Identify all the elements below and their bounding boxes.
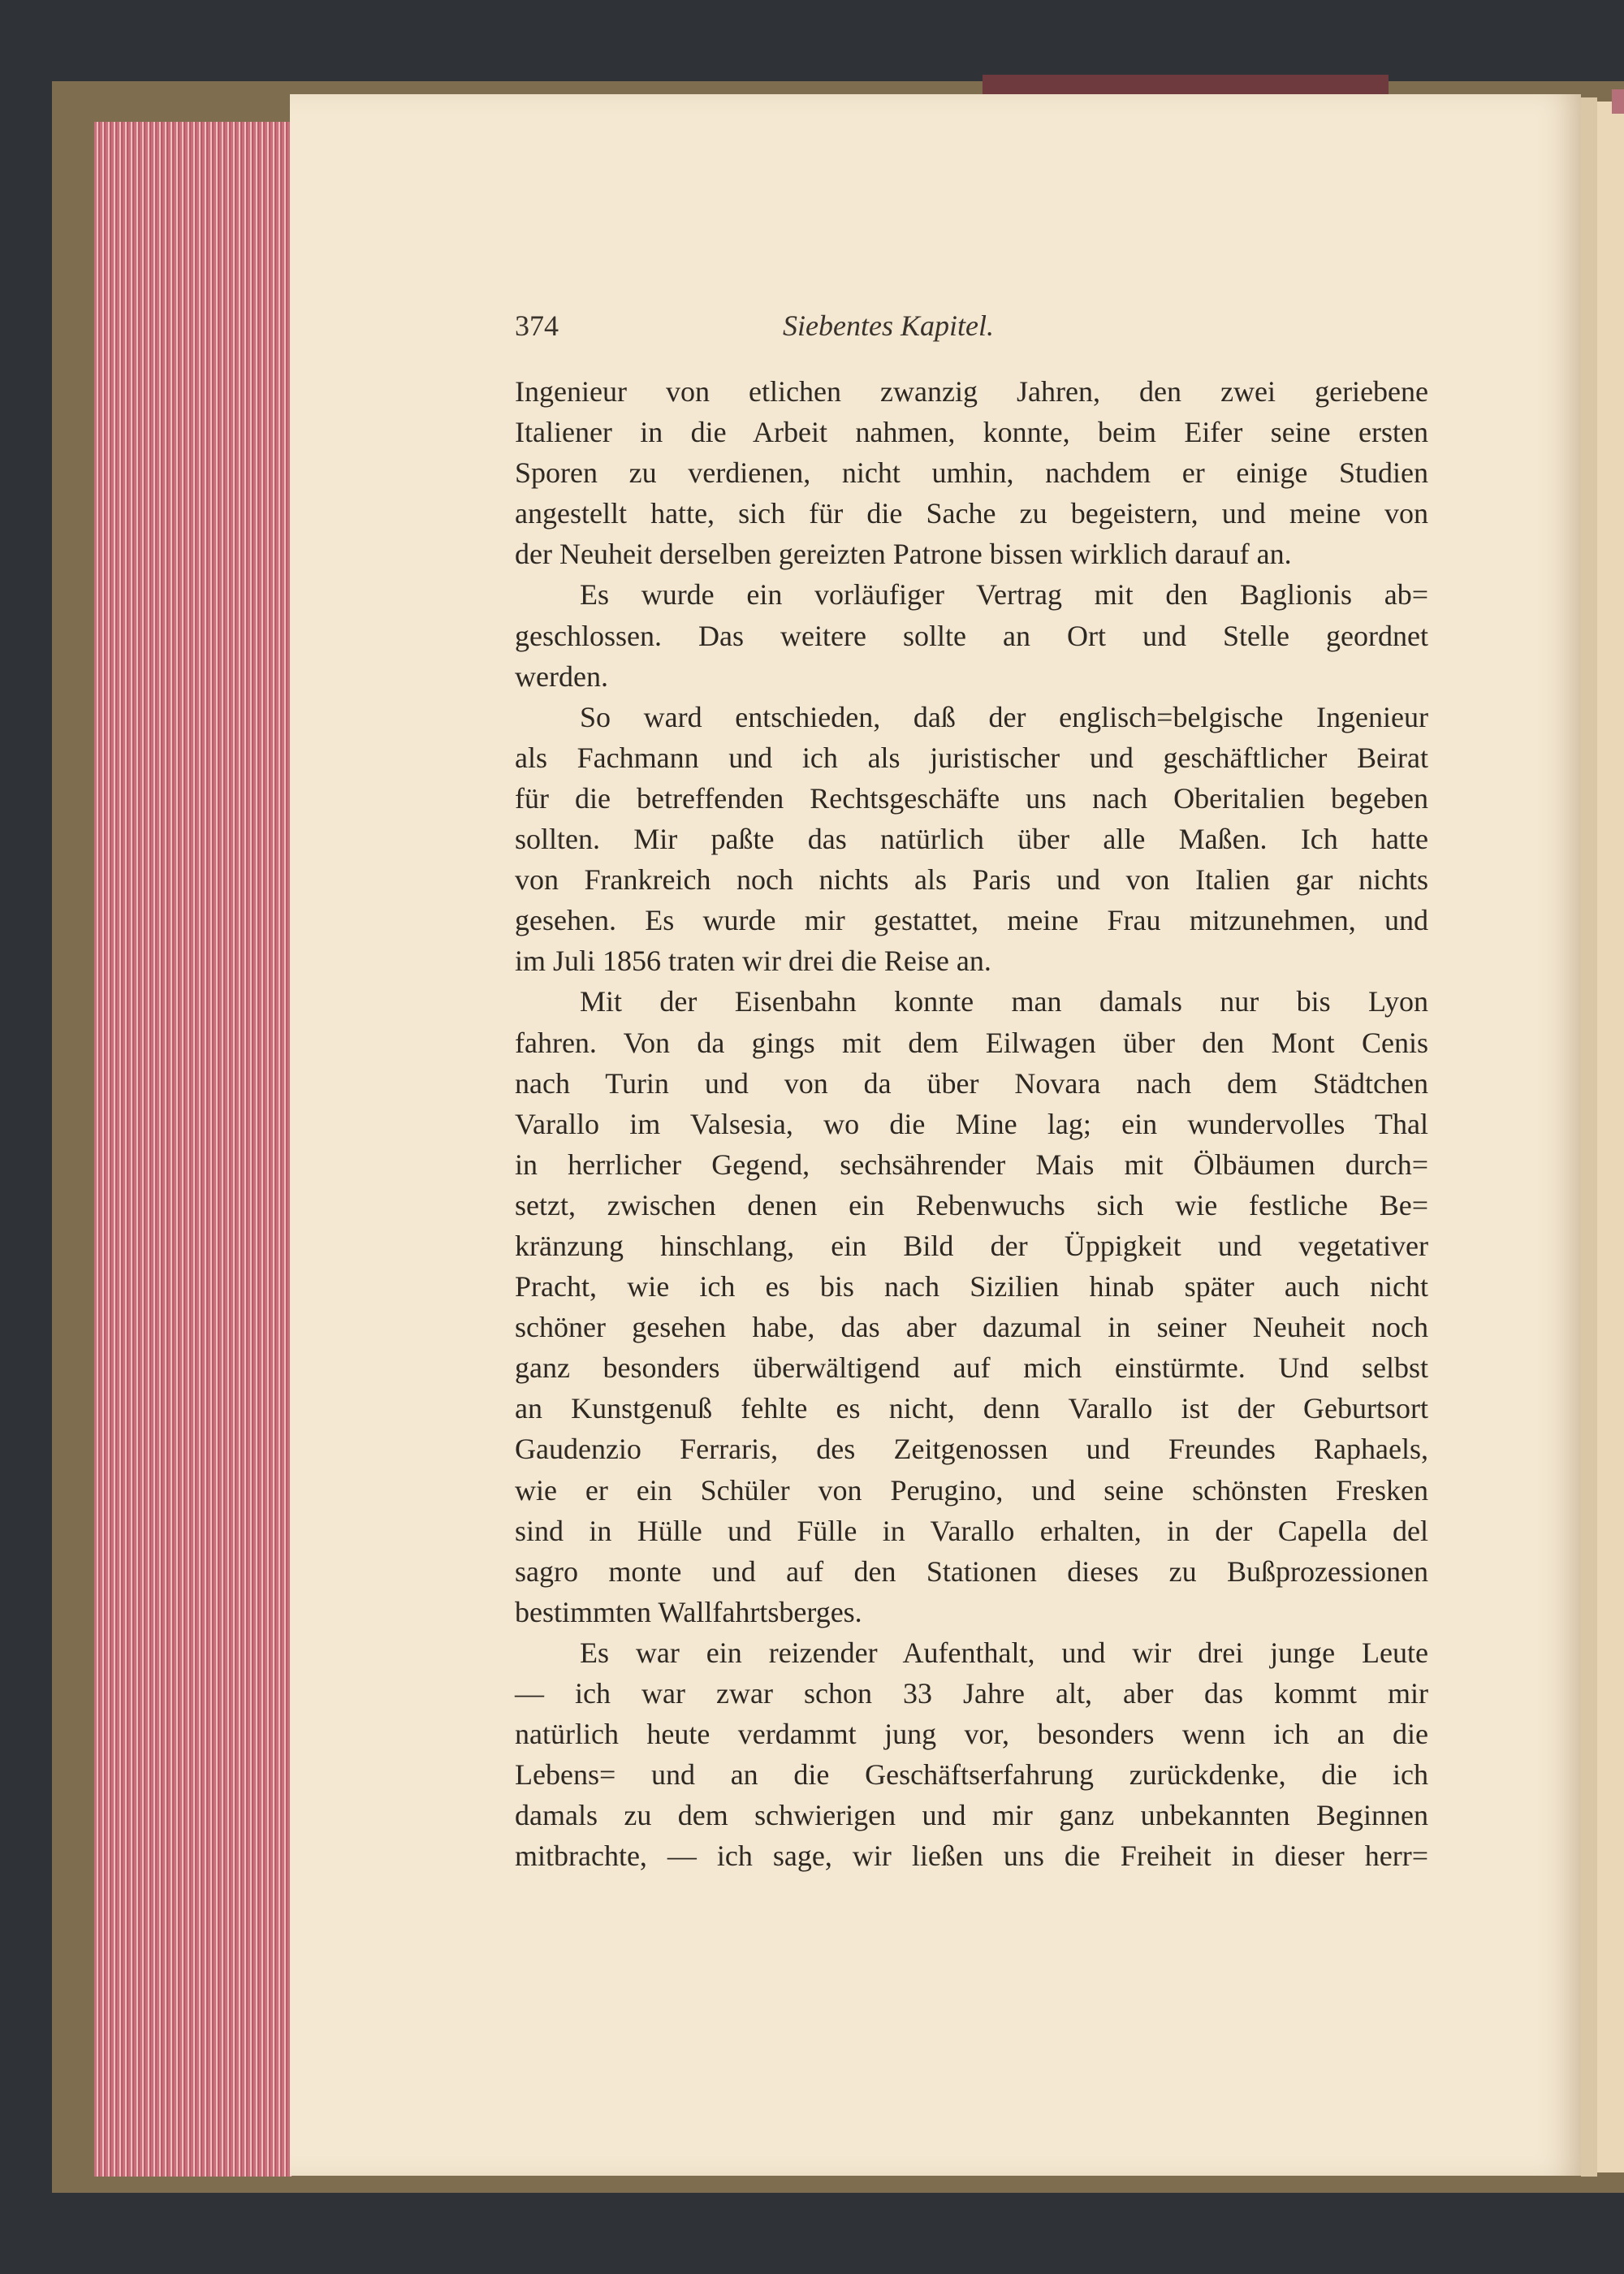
text-line: von Frankreich noch nichts als Paris und von Italien gar nichts — [515, 863, 1428, 897]
facing-cover-corner — [1612, 89, 1624, 114]
text-line: wie er ein Schüler von Perugino, und seine schönsten Fresken — [515, 1473, 1428, 1507]
text-line: kränzung hinschlang, ein Bild der Üppigkeit und vegetativer — [515, 1229, 1428, 1262]
paragraph — [515, 1632, 1428, 1877]
book-gutter — [1581, 97, 1597, 2177]
text-line: Italiener in die Arbeit nahmen, konnte, beim Eifer seine ersten — [515, 416, 1428, 449]
text-line: fahren. Von da gings mit dem Eilwagen über den Mont Cenis — [515, 1026, 1428, 1059]
text-line: ganz besonders überwältigend auf mich einstürmte. Und selbst — [515, 1351, 1428, 1385]
text-line: damals zu dem schwierigen und mir ganz unbekannten Beginnen — [515, 1799, 1428, 1832]
text-line: geschlossen. Das weitere sollte an Ort und Stelle geordnet — [515, 619, 1428, 652]
text-line: nach Turin und von da über Novara nach dem Städtchen — [515, 1066, 1428, 1100]
text-line: Lebens= und an die Geschäftserfahrung zurückdenke, die ich — [515, 1758, 1428, 1792]
text-line: im Juli 1856 traten wir drei die Reise an. — [515, 945, 991, 978]
text-line: werden. — [515, 659, 608, 693]
text-line: mitbrachte, — ich sage, wir ließen uns die Freiheit in dieser herr= — [515, 1840, 1428, 1873]
paragraph — [515, 371, 1428, 574]
paragraph — [515, 574, 1428, 696]
text-line: Sporen zu verdienen, nicht umhin, nachdem er einige Studien — [515, 456, 1428, 490]
text-line: Es wurde ein vorläufiger Vertrag mit den Baglionis ab= — [580, 578, 1428, 612]
text-line: als Fachmann und ich als juristischer und geschäftlicher Beirat — [515, 741, 1428, 774]
text-line: Ingenieur von etlichen zwanzig Jahren, den zwei geriebene — [515, 375, 1428, 408]
text-line: sollten. Mir paßte das natürlich über alle Maßen. Ich hatte — [515, 823, 1428, 856]
text-line: — ich war zwar schon 33 Jahre alt, aber das kommt mir — [515, 1677, 1428, 1710]
text-line: Es war ein reizender Aufenthalt, und wir drei junge Leute — [580, 1636, 1428, 1669]
text-line: schöner gesehen habe, das aber dazumal in seiner Neuheit noch — [515, 1311, 1428, 1344]
text-line: setzt, zwischen denen ein Rebenwuchs sich wie festliche Be= — [515, 1188, 1428, 1221]
text-line: natürlich heute verdammt jung vor, besonders wenn ich an die — [515, 1718, 1428, 1751]
running-header — [515, 309, 1428, 346]
page-number: 374 — [515, 309, 559, 342]
paragraph — [515, 981, 1428, 1632]
text-line: Gaudenzio Ferraris, des Zeitgenossen und Freundes Raphaels, — [515, 1433, 1428, 1466]
facing-page-edge — [1597, 102, 1624, 2172]
running-title: Siebentes Kapitel. — [783, 309, 994, 342]
text-line: So ward entschieden, daß der englisch=belgische Ingenieur — [580, 700, 1428, 733]
text-line: an Kunstgenuß fehlte es nicht, denn Varallo ist der Geburtsort — [515, 1392, 1428, 1425]
paragraph — [515, 697, 1428, 982]
body-text — [515, 371, 1428, 1876]
text-line: in herrlicher Gegend, sechsährender Mais mit Ölbäumen durch= — [515, 1148, 1428, 1181]
page-edges — [94, 122, 292, 2177]
text-line: angestellt hatte, sich für die Sache zu begeistern, und meine von — [515, 497, 1428, 530]
text-line: sind in Hülle und Fülle in Varallo erhalten, in der Capella del — [515, 1514, 1428, 1547]
text-line: bestimmten Wallfahrtsberges. — [515, 1595, 862, 1628]
text-line: Pracht, wie ich es bis nach Sizilien hinab später auch nicht — [515, 1270, 1428, 1303]
text-line: für die betreffenden Rechtsgeschäfte uns nach Oberitalien begeben — [515, 781, 1428, 815]
text-line: sagro monte und auf den Stationen dieses zu Bußprozessionen — [515, 1554, 1428, 1588]
text-line: Mit der Eisenbahn konnte man damals nur bis Lyon — [580, 985, 1428, 1018]
text-line: Varallo im Valsesia, wo die Mine lag; ein wundervolles Thal — [515, 1107, 1428, 1140]
text-line: gesehen. Es wurde mir gestattet, meine Frau mitzunehmen, und — [515, 904, 1428, 937]
text-line: der Neuheit derselben gereizten Patrone bissen wirklich darauf an. — [515, 538, 1292, 571]
